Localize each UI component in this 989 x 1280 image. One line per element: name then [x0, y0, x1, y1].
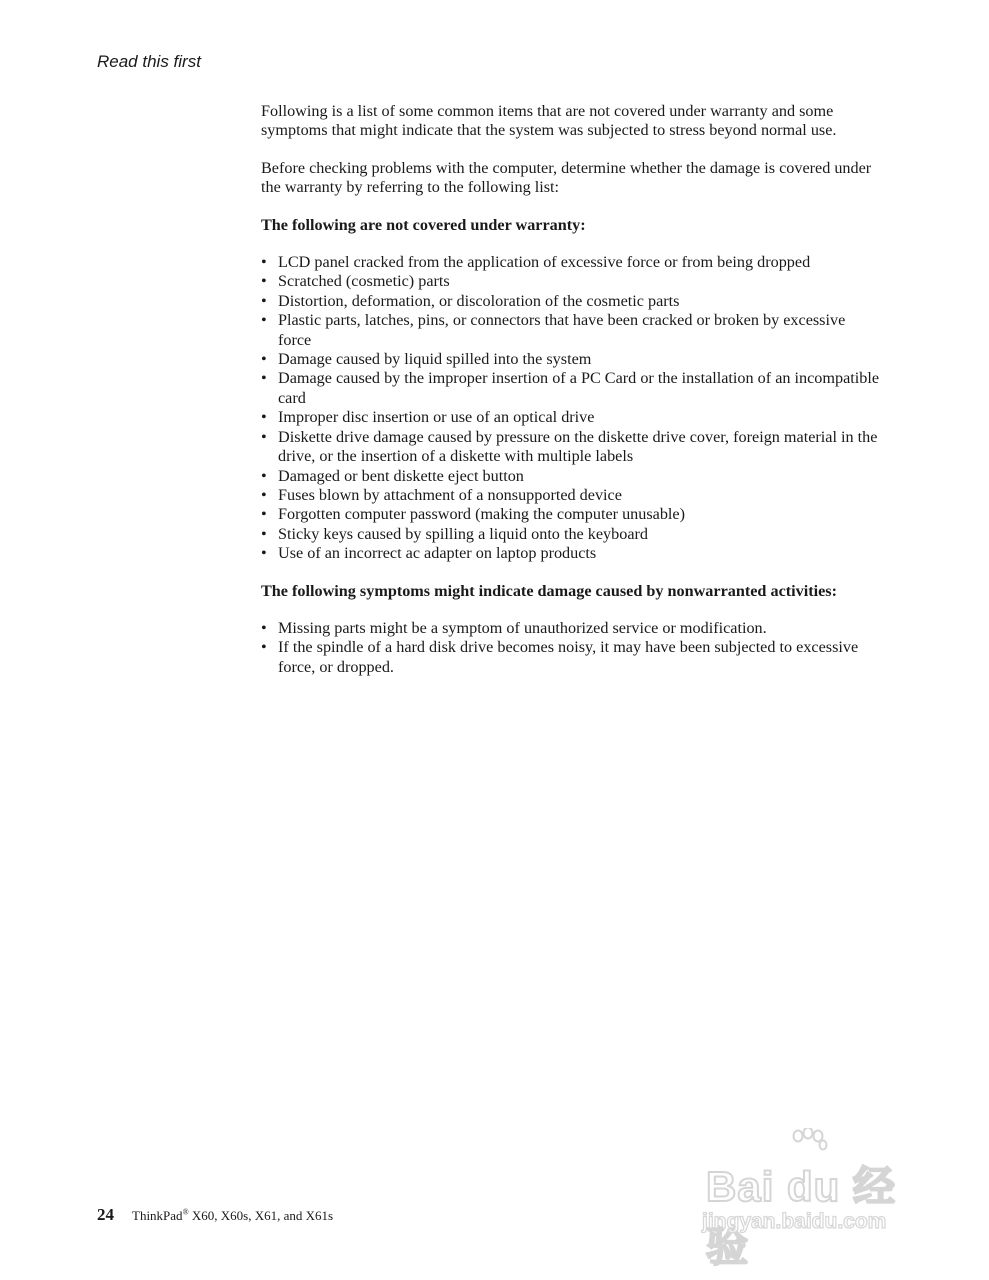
symptoms-list: [261, 619, 881, 677]
book-title-models: X60, X60s, X61, and X61s: [188, 1208, 334, 1223]
list-item: • Distortion, deformation, or discoloration of the cosmetic parts: [261, 292, 881, 311]
list-item: • LCD panel cracked from the application of excessive force or from being dropped: [261, 253, 881, 272]
list-item: • Sticky keys caused by spilling a liquid onto the keyboard: [261, 525, 881, 544]
page-body: [261, 102, 881, 695]
list-item: • Forgotten computer password (making the computer unusable): [261, 505, 881, 524]
list-item: • Scratched (cosmetic) parts: [261, 272, 881, 291]
list-item: • Damaged or bent diskette eject button: [261, 467, 881, 486]
baidu-jingyan-watermark: [700, 1128, 935, 1270]
not-covered-heading: The following are not covered under warranty:: [261, 215, 586, 234]
list-item: • Improper disc insertion or use of an optical drive: [261, 408, 881, 427]
list-item: • Diskette drive damage caused by pressure on the diskette drive cover, foreign material in the drive, or the insertion of a diskette with multiple labels: [261, 428, 881, 467]
not-covered-list: [261, 253, 881, 564]
list-item: • If the spindle of a hard disk drive becomes noisy, it may have been subjected to excessive force, or dropped.: [261, 638, 881, 677]
list-item: • Damage caused by the improper insertion of a PC Card or the installation of an incompatible card: [261, 369, 881, 408]
list-item: • Fuses blown by attachment of a nonsupported device: [261, 486, 881, 505]
running-head: Read this first: [97, 52, 201, 71]
page-footer: [97, 1205, 333, 1225]
list-item: • Use of an incorrect ac adapter on laptop products: [261, 544, 881, 563]
intro-paragraph: Following is a list of some common items that are not covered under warranty and some symptoms that might indicate that the system was subjected to stress beyond normal use.: [261, 102, 837, 140]
list-item: • Plastic parts, latches, pins, or connectors that have been cracked or broken by excessive force: [261, 311, 881, 350]
watermark-logo-text: Bai du 经验: [706, 1163, 897, 1270]
book-title-brand: ThinkPad: [132, 1208, 183, 1223]
watermark-url: jingyan.baidu.com: [702, 1210, 887, 1233]
symptoms-heading: The following symptoms might indicate damage caused by nonwarranted activities:: [261, 581, 837, 600]
intro-paragraph: Before checking problems with the computer, determine whether the damage is covered under the warranty by referring to the following list:: [261, 158, 872, 197]
list-item: • Damage caused by liquid spilled into the system: [261, 350, 881, 369]
book-title: [132, 1208, 333, 1223]
page-number: 24: [97, 1205, 114, 1224]
registered-trademark-symbol: ®: [182, 1207, 189, 1217]
list-item: • Missing parts might be a symptom of unauthorized service or modification.: [261, 619, 881, 638]
